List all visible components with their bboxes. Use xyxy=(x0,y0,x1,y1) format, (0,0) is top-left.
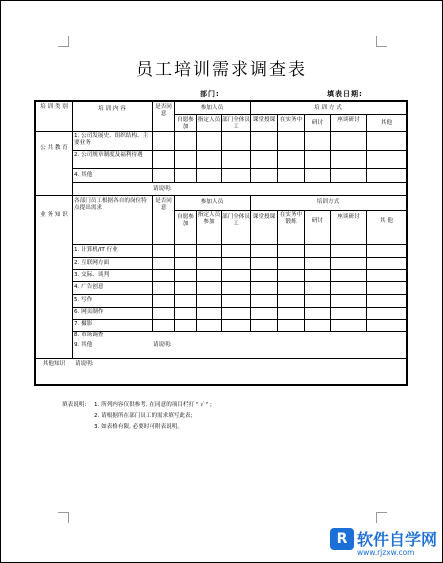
note-1: 1. 所列内容仅供参考, 在同意的项目栏打 " √ " ; xyxy=(94,402,212,408)
fill-date-label: 填表日期: xyxy=(327,90,363,98)
header-on-the-job: 在实务中 xyxy=(279,117,303,123)
crop-mark-top-left xyxy=(58,36,69,47)
other-knowledge-suggestion: 请说明: xyxy=(75,361,94,367)
business-row-4: 4. 广告创意 xyxy=(74,284,104,290)
business-sub-participants: 参加人员 xyxy=(200,199,224,205)
watermark-logo xyxy=(330,527,442,561)
header-all-staff: 部门全体员工 xyxy=(222,117,250,130)
header-designated: 指定人员 xyxy=(197,117,221,123)
general-row-2: 2. 公司规章制度及福利待遇 xyxy=(74,152,143,158)
note-3: 3. 如表格有限, 必要时可附表说明。 xyxy=(94,424,183,430)
note-2: 2. 请根据所在部门员工的需求填写此表; xyxy=(94,413,193,419)
business-row-2: 2. 互联网方面 xyxy=(74,260,110,266)
header-content: 培 训 内 容 xyxy=(98,106,126,112)
general-education-label: 公 共 教 育 xyxy=(40,145,68,151)
business-suggestion: 请说明: xyxy=(153,342,172,348)
header-other: 其他 xyxy=(380,120,393,126)
header-methods: 培 训 方 式 xyxy=(314,105,342,111)
header-self: 自愿参加 xyxy=(177,117,194,130)
business-sub-seminar: 研讨 xyxy=(311,218,324,224)
business-sub-all-staff: 部门全体员工 xyxy=(222,214,250,227)
header-lecture: 课堂授课 xyxy=(252,117,276,123)
business-knowledge-label: 业 务 知 识 xyxy=(40,212,68,218)
crop-mark-bottom-left xyxy=(58,512,69,523)
survey-table xyxy=(34,100,408,386)
business-row-9: 9. 其他 xyxy=(74,342,93,348)
general-row-1: 1. 公司发展史、组织结构、主要业务 xyxy=(74,133,149,146)
business-sub-self: 自愿参加 xyxy=(177,214,194,227)
header-seminar: 研讨 xyxy=(311,120,324,126)
business-sub-methods: 培训方式 xyxy=(316,199,340,205)
business-sub-designated: 指定人员参加 xyxy=(197,212,221,225)
business-sub-on-the-job: 在实务中锻炼 xyxy=(279,212,303,225)
business-sub-lecture: 课堂授课 xyxy=(252,214,276,220)
other-knowledge-label: 其他知识 xyxy=(42,361,66,367)
business-row-6: 6. 网页制作 xyxy=(74,309,104,315)
business-row-5: 5. 写作 xyxy=(74,297,93,303)
business-sub-discussion: 座谈研讨 xyxy=(337,214,360,220)
business-sub-content: 各部门员工根据各自的岗位特点提出需求 xyxy=(74,198,147,211)
crop-mark-bottom-right xyxy=(376,512,387,523)
watermark-url: www.rjzxw.com xyxy=(357,548,415,557)
crop-mark-top-right xyxy=(376,36,387,47)
business-row-3: 3. 交际、谈判 xyxy=(74,272,110,278)
business-row-7: 7. 摄影 xyxy=(74,321,93,327)
notes-label: 填表说明: xyxy=(62,402,87,408)
business-row-8: 8. 市场调查 xyxy=(74,332,104,338)
header-participants: 参加人员 xyxy=(200,105,224,111)
department-label: 部门: xyxy=(200,90,220,98)
business-row-1: 1. 计算机/IT 行业 xyxy=(74,247,118,253)
general-suggestion: 请说明: xyxy=(153,186,172,192)
watermark-logo-mark: R xyxy=(330,528,354,550)
header-category: 培 训 类 别 xyxy=(40,104,68,110)
watermark-name: 软件自学网 xyxy=(357,530,438,549)
business-sub-join: 是否同意 xyxy=(155,198,172,211)
business-sub-other: 其 他 xyxy=(380,218,393,224)
header-join: 是否同意 xyxy=(155,104,172,117)
header-discussion: 座谈研讨 xyxy=(337,117,360,123)
document-title: 员工培训需求调查表 xyxy=(136,60,307,80)
general-row-other: 4. 其他 xyxy=(74,172,93,178)
